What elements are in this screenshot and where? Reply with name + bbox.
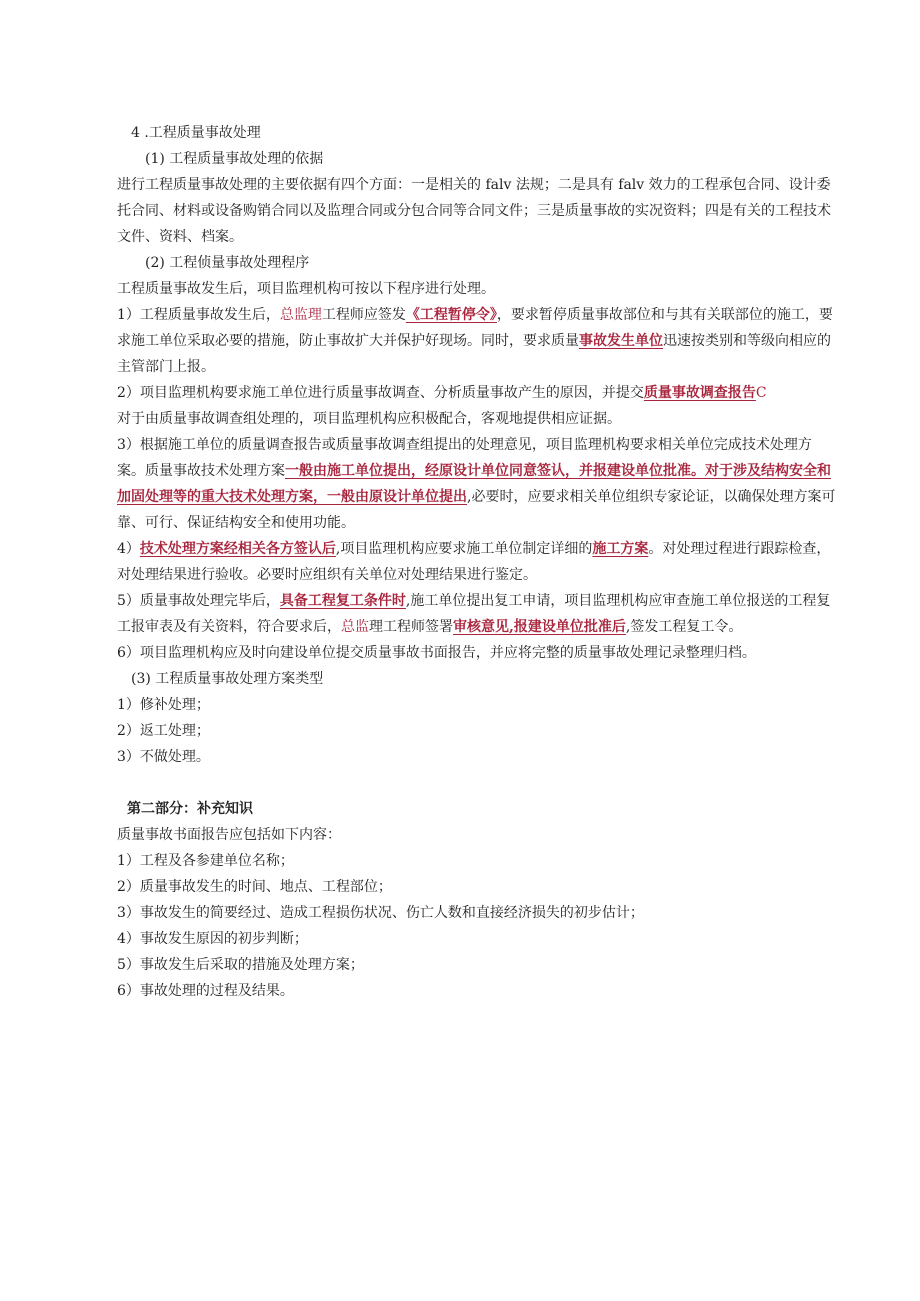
procedure-step-4 bbox=[117, 536, 837, 588]
spacer bbox=[117, 770, 837, 796]
subsection-4-2-title: (2) 工程侦量事故处理程序 bbox=[145, 255, 310, 271]
step2-text-a: 2）项目监理机构要求施工单位进行质量事故调查、分析质量事故产生的原因，并提交 bbox=[117, 385, 644, 401]
step4-highlight-signed: 技术处理方案经相关各方签认后 bbox=[139, 541, 336, 557]
report-item: 2）质量事故发生的时间、地点、工程部位； bbox=[117, 879, 392, 895]
report-item: 1）工程及各参建单位名称； bbox=[117, 853, 294, 869]
step1-highlight-chief: 总监理 bbox=[279, 307, 322, 323]
step3-highlight-scheme: 一般由施工单位提出，经原设计单位同意签认，并报建设单位批准。对于涉及结构安全和加固处理等的重大技术处理方案，一般由原设计单位提出 bbox=[117, 463, 831, 505]
part-2-title: 第二部分：补充知识 bbox=[127, 801, 253, 817]
step1-text-a: 1）工程质量事故发生后， bbox=[117, 307, 280, 323]
basis-paragraph bbox=[117, 172, 837, 250]
basis-text: 进行工程质量事故处理的主要依据有四个方面：一是相关的 falv 法规；二是具有 falv 效力的工程承包合同、设计委托合同、材料或设备购销合同以及监理合同或分包合同等合同文件；三是质量事故的实况资料；四是有关的工程技术文件、资料、档案。 bbox=[117, 177, 831, 245]
procedure-step-2 bbox=[117, 380, 837, 432]
step3-text-a: 3）根据施工单位的质量调查报告或质量事故调查组提出的处理意见，项目监理机构要求相关单位完成技术处理方案。质量事故技术处理方案 bbox=[117, 437, 812, 479]
step2-highlight-report: 质量事故调查报告 bbox=[643, 385, 756, 401]
step1-text-g: 迅速按类别和等级向相应的主管部门上报。 bbox=[117, 333, 831, 375]
step4-highlight-plan: 施工方案 bbox=[592, 541, 649, 557]
report-item: 4）事故发生原因的初步判断； bbox=[117, 931, 308, 947]
step5-text-e: 理工程师签署 bbox=[369, 619, 453, 635]
procedure-intro: 工程质量事故发生后，项目监理机构可按以下程序进行处理。 bbox=[117, 281, 495, 297]
report-item: 3）事故发生的简要经过、造成工程损伤状况、伤亡人数和直接经济损失的初步估计； bbox=[117, 905, 644, 921]
step4-text-e: 。对处理过程进行跟踪检查，对处理结果进行验收。必要时应组织有关单位对处理结果进行鉴定。 bbox=[117, 541, 831, 583]
procedure-step-1 bbox=[117, 302, 837, 380]
subsection-4-1-title: (1) 工程质量事故处理的依据 bbox=[145, 151, 324, 167]
step1-highlight-unit: 事故发生单位 bbox=[579, 333, 663, 349]
type-item: 3）不做处理。 bbox=[117, 749, 210, 765]
report-item: 6）事故处理的过程及结果。 bbox=[117, 983, 294, 999]
step5-highlight-resume: 具备工程复工条件时 bbox=[279, 593, 406, 609]
step1-highlight-stop-order: 《工程暂停令》 bbox=[405, 307, 497, 323]
report-item: 5）事故发生后采取的措施及处理方案； bbox=[117, 957, 364, 973]
step3-text-c: ,必要时，应要求相关单位组织专家论证，以确保处理方案可靠、可行、保证结构安全和使用功能。 bbox=[117, 489, 836, 531]
step1-text-e: ，要求暂停质量事故部位和与其有关联部位的施工，要求施工单位采取必要的措施，防止事故扩大并保护好现场。同时，要求质量 bbox=[117, 307, 833, 349]
procedure-step-6: 6）项目监理机构应及时向建设单位提交质量事故书面报告，并应将完整的质量事故处理记录整理归档。 bbox=[117, 645, 756, 661]
procedure-step-3 bbox=[117, 432, 837, 536]
step5-text-g: , bbox=[509, 619, 514, 635]
step4-text-a: 4） bbox=[117, 541, 140, 557]
step5-text-c: ,施工单位提出复工申请，项目监理机构应审查施工单位报送的工程复工报审表及有关资料，符合要求后， bbox=[117, 593, 831, 635]
subsection-4-3-title: (3) 工程质量事故处理方案类型 bbox=[131, 671, 324, 687]
step5-highlight-chief: 总监 bbox=[341, 619, 369, 635]
step4-text-c: ,项目监理机构应要求施工单位制定详细的 bbox=[335, 541, 593, 557]
type-item: 1）修补处理； bbox=[117, 697, 210, 713]
step5-text-i: ,签发工程复工令。 bbox=[625, 619, 743, 635]
step1-text-c: 工程师应签发 bbox=[321, 307, 406, 323]
step5-text-a: 5）质量事故处理完毕后， bbox=[117, 593, 280, 609]
step5-highlight-approve: 报建设单位批准后 bbox=[513, 619, 626, 635]
document-body bbox=[117, 120, 837, 1004]
procedure-step-5 bbox=[117, 588, 837, 640]
step5-highlight-review: 审核意见 bbox=[453, 619, 509, 635]
type-item: 2）返工处理； bbox=[117, 723, 210, 739]
step2-text-d: 对于由质量事故调查组处理的，项目监理机构应积极配合，客观地提供相应证据。 bbox=[117, 411, 621, 427]
report-intro: 质量事故书面报告应包括如下内容： bbox=[117, 827, 341, 843]
step2-text-c: C bbox=[755, 385, 767, 401]
section-4-title: 4 .工程质量事故处理 bbox=[131, 125, 261, 141]
